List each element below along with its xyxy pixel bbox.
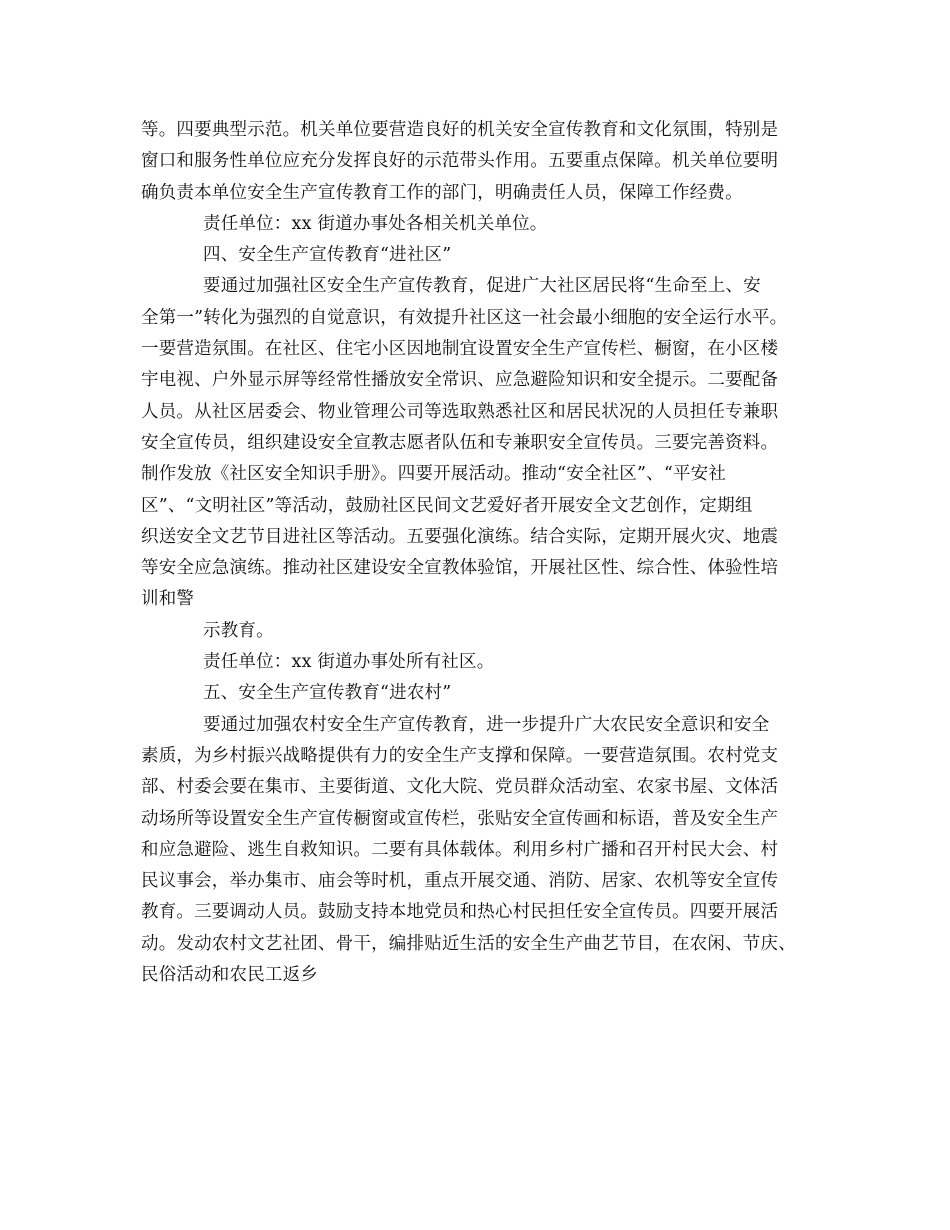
text-line: 责任单位：xx 街道办事处所有社区。 <box>203 652 495 673</box>
text-line: 宇电视、户外显示屏等经常性播放安全常识、应急避险知识和安全提示。二要配备 <box>141 370 779 391</box>
text-line: 五、安全生产宣传教育“进农村” <box>203 683 452 704</box>
text-line: 要通过加强社区安全生产宣传教育，促进广大社区居民将“生命至上、安 <box>203 276 761 297</box>
text-line: 窗口和服务性单位应充分发挥良好的示范带头作用。五要重点保障。机关单位要明 <box>141 151 779 172</box>
text-line: 确负责本单位安全生产宣传教育工作的部门，明确责任人员，保障工作经费。 <box>141 182 743 203</box>
text-line: 四、安全生产宣传教育“进社区” <box>203 245 452 266</box>
text-line: 等安全应急演练。推动社区建设安全宣教体验馆，开展社区性、综合性、体验性培 <box>141 558 779 579</box>
text-line: 素质，为乡村振兴战略提供有力的安全生产支撑和保障。一要营造氛围。农村党支 <box>141 745 779 766</box>
text-line: 制作发放《社区安全知识手册》。四要开展活动。推动“安全社区”、“平安社 <box>141 464 727 485</box>
text-line: 训和警 <box>141 589 195 610</box>
text-line: 人员。从社区居委会、物业管理公司等选取熟悉社区和居民状况的人员担任专兼职 <box>141 401 779 422</box>
text-line: 区”、“文明社区”等活动，鼓励社区民间文艺爱好者开展安全文艺创作，定期组 <box>141 495 753 516</box>
text-line: 织送安全文艺节目进社区等活动。五要强化演练。结合实际，定期开展火灾、地震 <box>141 526 779 547</box>
text-line: 和应急避险、逃生自救知识。二要有具体载体。利用乡村广播和召开村民大会、村 <box>141 839 779 860</box>
text-line: 民俗活动和农民工返乡 <box>141 965 318 986</box>
text-line: 教育。三要调动人员。鼓励支持本地党员和热心村民担任安全宣传员。四要开展活 <box>141 902 779 923</box>
text-line: 示教育。 <box>203 620 274 641</box>
text-line: 等。四要典型示范。机关单位要营造良好的机关安全宣传教育和文化氛围，特别是 <box>141 120 779 140</box>
text-line: 动场所等设置安全生产宣传橱窗或宣传栏，张贴安全宣传画和标语，普及安全生产 <box>141 808 779 829</box>
text-line: 动。发动农村文艺社团、骨干，编排贴近生活的安全生产曲艺节目，在农闲、节庆、 <box>141 933 796 954</box>
text-line: 部、村委会要在集市、主要街道、文化大院、党员群众活动室、农家书屋、文体活 <box>141 777 779 798</box>
text-line: 全第一”转化为强烈的自觉意识，有效提升社区这一社会最小细胞的安全运行水平。 <box>141 307 788 328</box>
text-line: 民议事会，举办集市、庙会等时机，重点开展交通、消防、居家、农机等安全宣传 <box>141 871 779 892</box>
text-line: 责任单位：xx 街道办事处各相关机关单位。 <box>203 213 548 234</box>
text-line: 安全宣传员，组织建设安全宣教志愿者队伍和专兼职安全宣传员。三要完善资料。 <box>141 432 779 453</box>
text-line: 一要营造氛围。在社区、住宅小区因地制宜设置安全生产宣传栏、橱窗，在小区楼 <box>141 339 779 360</box>
document-body <box>141 115 831 991</box>
text-line: 要通过加强农村安全生产宣传教育，进一步提升广大农民安全意识和安全 <box>203 714 770 735</box>
